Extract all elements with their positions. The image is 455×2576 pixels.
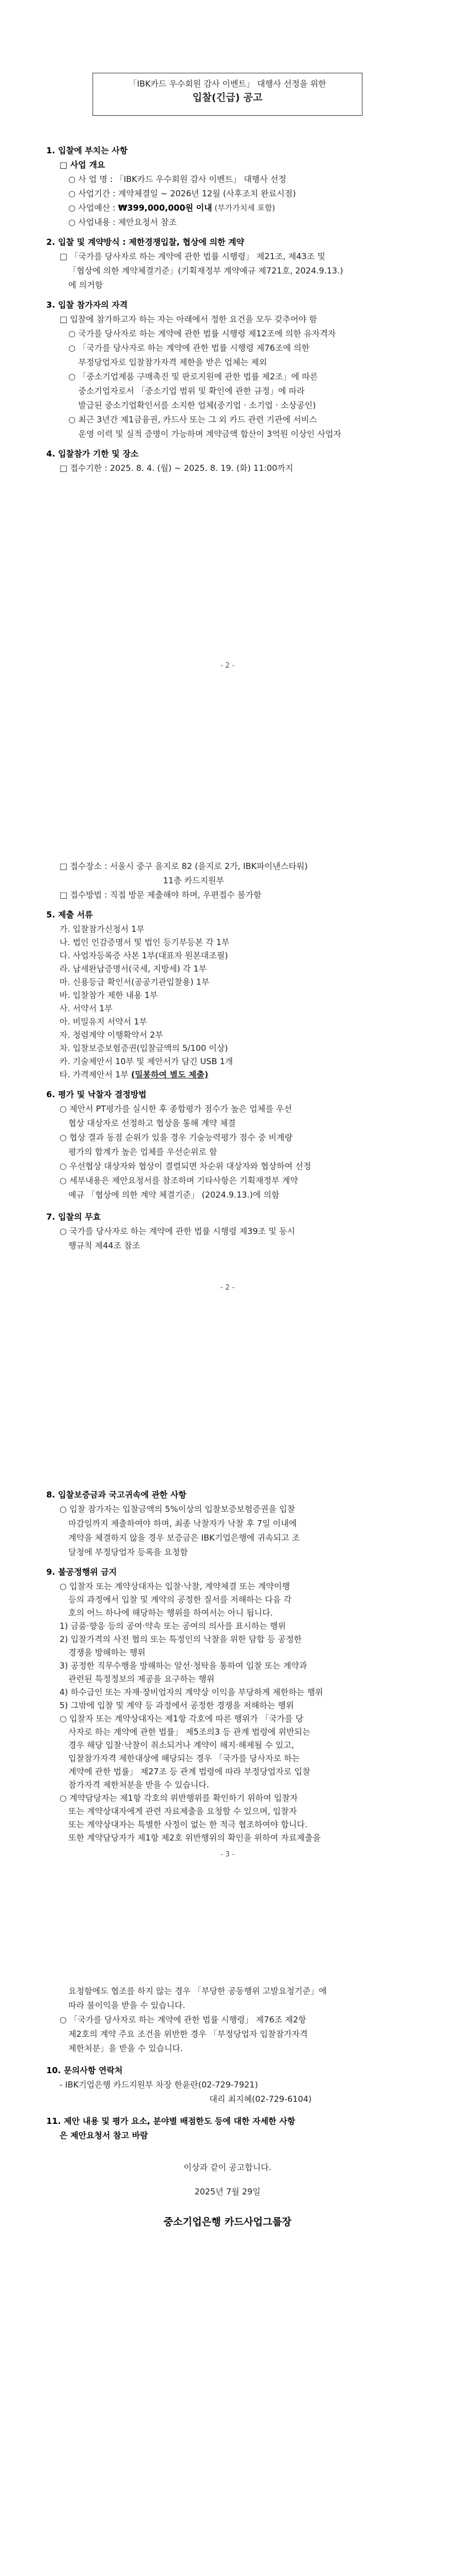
sec9-cont-line: 제2호의 계약 주요 조건을 위반한 경우 「부정당업자 입찰참가자격 bbox=[68, 2029, 308, 2039]
budget-amount: ₩399,000,000원 이내 bbox=[118, 203, 212, 213]
title-box bbox=[93, 73, 362, 116]
section-11-heading-1: 11. 제안 내용 및 평가 요소, 분야별 배점한도 등에 대한 자세한 사항 bbox=[46, 2116, 295, 2126]
section-1-item: ○ 사업예산 : ₩399,000,000원 이내 (부가가치세 포함) bbox=[68, 203, 275, 213]
section-1-item: ○ 사업기간 : 계약체결일 ~ 2026년 12월 (사후조치 완료시점) bbox=[68, 189, 296, 198]
sec9-line: 또는 계약상대자는 특별한 사정이 없는 한 적극 협조하여야 합니다. bbox=[68, 1820, 308, 1829]
place-line: 11층 카드지원부 bbox=[163, 876, 224, 886]
sec9-line: 입찰참가자격 제한대상에 해당되는 경우 「국가를 당사자로 하는 bbox=[68, 1753, 300, 1763]
sec9-line: 2) 입찰가격의 사전 협의 또는 특정인의 낙찰을 위한 담합 등 공정한 bbox=[59, 1634, 302, 1644]
doc-item: 자. 청렴계약 이행확약서 2부 bbox=[59, 1030, 164, 1040]
eval-line: 협상 대상자로 선정하고 협상을 통해 계약 체결 bbox=[68, 1118, 236, 1128]
eval-line: ○ 우선협상 대상자와 협상이 결렬되면 차순위 대상자와 협상하여 선정 bbox=[59, 1161, 311, 1171]
doc-item: 가. 입찰참가신청서 1부 bbox=[59, 924, 145, 934]
page-number: - 3 - bbox=[220, 1850, 235, 1859]
place-line: □ 접수장소 : 서울시 중구 을지로 82 (을지로 2가, IBK파이낸스타워) bbox=[59, 861, 308, 871]
section-3-line: ○ 「국가를 당사자로 하는 계약에 관한 법률 시행령 제76조에 의한 bbox=[68, 343, 310, 353]
section-5-heading: 5. 제출 서류 bbox=[46, 910, 93, 920]
sec8-line: 계약을 체결하지 않을 경우 보증금은 IBK기업은행에 귀속되고 조 bbox=[68, 1533, 300, 1543]
sec9-line: ○ 계약담당자는 제1항 각호의 위반행위를 확인하기 위하여 입찰자 bbox=[59, 1793, 298, 1803]
price-note: (밀봉하여 별도 제출) bbox=[131, 1070, 209, 1080]
sec9-line: 사자로 하는 계약에 관한 법률」 제5조의3 등 관계 법령에 위반되는 bbox=[68, 1727, 311, 1737]
doc-item: 사. 서약서 1부 bbox=[59, 1003, 113, 1013]
sec8-line: ○ 입찰 참가자는 입찰금액의 5%이상의 입찰보증보험증권을 입찰 bbox=[59, 1504, 295, 1514]
section-1-item: ○ 사 업 명 : 「IBK카드 우수회원 감사 이벤트」 대행사 선정 bbox=[68, 174, 286, 184]
doc-item: 아. 비밀유지 서약서 1부 bbox=[59, 1017, 148, 1027]
section-2-heading: 2. 입찰 및 계약방식 : 제한경쟁입찰, 협상에 의한 계약 bbox=[46, 237, 245, 247]
sec8-line: 달청에 부정당업자 등록을 요청함 bbox=[68, 1547, 188, 1557]
sec9-line: 경쟁을 방해하는 행위 bbox=[68, 1647, 145, 1657]
section-2-line: 「협상에 의한 계약체결기준」(기획재정부 계약예규 제721호, 2024.9.13.) bbox=[68, 266, 343, 276]
doc-item: 타. 가격제안서 1부 (밀봉하여 별도 제출) bbox=[59, 1070, 209, 1080]
sec9-line: 경우 해당 입찰·낙찰이 취소되거나 계약이 해지·해제될 수 있고, bbox=[68, 1740, 294, 1750]
sec9-line: 1) 금품·향응 등의 공여·약속 또는 공여의 의사를 표시하는 행위 bbox=[59, 1621, 286, 1631]
organization-name: 중소기업은행 카드사업그룹장 bbox=[163, 2217, 292, 2228]
doc-item: 마. 신용등급 확인서(공공기관입찰용) 1부 bbox=[59, 977, 210, 987]
eval-line: ○ 세부내용은 제안요청서를 참조하며 기타사항은 기획재정부 계약 bbox=[59, 1176, 298, 1185]
sec9-line: 5) 그밖에 입찰 및 계약 등 과정에서 공정한 경쟁을 저해하는 행위 bbox=[59, 1700, 294, 1710]
page-number: - 2 - bbox=[220, 1284, 235, 1292]
sec9-line: 또한 계약담당자가 제1항 제2호 위반행위의 확인을 위하여 자료제출을 bbox=[68, 1833, 321, 1843]
sec9-cont-line: 요청함에도 협조를 하지 않는 경우 「부당한 공동행위 고발요청기준」에 bbox=[68, 1986, 327, 1996]
sec9-line: 등의 과정에서 입찰 및 계약의 공정한 질서를 저해하는 다음 각 bbox=[68, 1595, 292, 1604]
section-8-heading: 8. 입찰보증금과 국고귀속에 관한 사항 bbox=[46, 1490, 187, 1500]
place-line: □ 접수방법 : 직접 방문 제출해야 하며, 우편접수 불가함 bbox=[59, 890, 262, 900]
announce-date: 2025년 7월 29일 bbox=[194, 2187, 261, 2197]
section-1-item: ○ 사업내용 : 제안요청서 참조 bbox=[68, 217, 177, 227]
section-9-heading: 9. 불공정행위 금지 bbox=[46, 1567, 117, 1577]
sec9-line: 계약에 관한 법률」 제27조 등 관계 법령에 따라 부정당업자로 입찰 bbox=[68, 1767, 311, 1777]
budget-note: (부가가치세 포함) bbox=[212, 204, 275, 213]
doc-item: 라. 납세완납증명서(국세, 지방세) 각 1부 bbox=[59, 964, 207, 974]
doc-item: 나. 법인 인감증명서 및 법인 등기부등본 각 1부 bbox=[59, 937, 230, 947]
sec9-line: ○ 입찰자 또는 계약상대자는 제1항 각호에 따른 행위가 「국가를 당 bbox=[59, 1714, 304, 1724]
page-1 bbox=[0, 0, 455, 684]
sec9-line: 또는 계약상대자에게 관련 자료제출을 요청할 수 있으며, 입찰자 bbox=[68, 1806, 297, 1816]
sec9-cont-line: 제한처분」을 받을 수 있습니다. bbox=[68, 2043, 183, 2053]
eval-line: ○ 제안서 PT평가를 실시한 후 종합평가 점수가 높은 업체를 우선 bbox=[59, 1104, 292, 1114]
section-3-line: 발급된 중소기업확인서를 소지한 업체(중기업 · 소기업 · 소상공인) bbox=[78, 400, 316, 410]
section-3-line: □ 입찰에 참가하고자 하는 자는 아래에서 정한 요건을 모두 갖추어야 함 bbox=[59, 314, 317, 324]
section-2-line: □ 「국가를 당사자로 하는 계약에 관한 법률 시행령」 제21조, 제43조 및 bbox=[59, 251, 326, 261]
section-11-heading-2: 은 제안요청서 참고 바람 bbox=[59, 2130, 148, 2140]
section-1-heading: 1. 입찰에 부치는 사항 bbox=[46, 146, 128, 155]
sec8-line: 마감일까지 제출하여야 하며, 최종 낙찰자가 낙찰 후 7일 이내에 bbox=[68, 1518, 297, 1528]
doc-item: 바. 입찰참가 제한 내용 1부 bbox=[59, 990, 158, 1000]
section-7-heading: 7. 입찰의 무효 bbox=[46, 1212, 101, 1222]
closing-text: 이상과 같이 공고합니다. bbox=[183, 2162, 272, 2172]
page-2 bbox=[0, 860, 455, 1467]
sec9-cont-line: 따라 불이익을 받을 수 있습니다. bbox=[68, 2000, 186, 2010]
sec9-line: 관련된 특정정보의 제공을 요구하는 행위 bbox=[68, 1674, 215, 1684]
sec9-line: 3) 공정한 직무수행을 방해하는 알선·청탁을 통하여 입찰 또는 계약과 bbox=[59, 1661, 307, 1671]
doc-item: 차. 입찰보증보험증권(입찰금액의 5/100 이상) bbox=[59, 1043, 228, 1053]
doc-item: 다. 사업자등록증 사본 1부(대표자 원본대조필) bbox=[59, 951, 228, 960]
section-2-line: 에 의거함 bbox=[68, 280, 103, 290]
title-line-2: 입찰(긴급) 공고 bbox=[192, 92, 263, 104]
invalid-line: 행규칙 제44조 참조 bbox=[68, 1241, 140, 1251]
sec9-line: 4) 하수급인 또는 자재·장비업자의 계약상 이익을 부당하게 제한하는 행위 bbox=[59, 1687, 323, 1697]
page-3 bbox=[0, 1489, 455, 2150]
eval-line: 평가의 합계가 높은 업체를 우선순위로 함 bbox=[68, 1147, 218, 1157]
contact-line: 대리 최지혜(02-729-6104) bbox=[209, 2094, 312, 2104]
section-3-line: ○ 「중소기업제품 구매촉진 및 판로지원에 관한 법률 제2조」에 따른 bbox=[68, 372, 318, 382]
sec9-cont-line: ○ 「국가를 당사자로 하는 계약에 관한 법률 시행령」 제76조 제2항 bbox=[59, 2015, 306, 2025]
section-10-heading: 10. 문의사항 연락처 bbox=[46, 2065, 123, 2075]
section-3-heading: 3. 입찰 참가자의 자격 bbox=[46, 300, 128, 310]
sec9-line: 호의 어느 하나에 해당하는 행위를 하여서는 아니 됩니다. bbox=[68, 1608, 273, 1618]
section-6-heading: 6. 평가 및 낙찰자 결정방법 bbox=[46, 1090, 147, 1099]
section-1-sub: □ 사업 개요 bbox=[59, 160, 105, 170]
section-3-line: 부정당업자로 입찰참가자격 제한을 받은 업체는 제외 bbox=[78, 357, 267, 367]
section-3-line: 운영 이력 및 실적 증명이 가능하며 계약금액 합산이 3억원 이상인 사업자 bbox=[78, 429, 342, 439]
eval-line: 예규 「협상에 의한 계약 체결기준」 (2024.9.13.)에 의함 bbox=[68, 1190, 280, 1200]
section-3-line: ○ 국가를 당사자로 하는 계약에 관한 법률 시행령 제12조에 의한 유자격자 bbox=[68, 329, 336, 339]
doc-item: 카. 기술제안서 10부 및 제안서가 담긴 USB 1개 bbox=[59, 1056, 233, 1066]
contact-line: - IBK기업은행 카드지원부 차장 한윤란(02-729-7921) bbox=[59, 2080, 258, 2090]
sec9-line: ○ 입찰자 또는 계약상대자는 입찰·낙찰, 계약체결 또는 계약이행 bbox=[59, 1581, 290, 1591]
page-number: - 2 - bbox=[220, 662, 235, 670]
section-4-line: □ 접수기한 : 2025. 8. 4. (월) ~ 2025. 8. 19. (화) 11:00까지 bbox=[59, 463, 294, 473]
sec9-line: 참가자격 제한처분을 받을 수 있습니다. bbox=[68, 1780, 209, 1790]
section-4-heading: 4. 입찰참가 기한 및 장소 bbox=[46, 449, 139, 459]
eval-line: ○ 협상 결과 동점 순위가 있을 경우 기술능력평가 점수 중 비계량 bbox=[59, 1133, 293, 1142]
section-3-line: 중소기업자로서 「중소기업 범위 및 확인에 관한 규정」에 따라 bbox=[78, 386, 305, 396]
section-3-line: ○ 최근 3년간 제1금융권, 카드사 또는 그 외 카드 관련 기관에 서비스 bbox=[68, 415, 317, 425]
invalid-line: ○ 국가를 당사자로 하는 계약에 관한 법률 시행령 제39조 및 동시 bbox=[59, 1226, 295, 1236]
title-line-1: 「IBK카드 우수회원 감사 이벤트」 대행사 선정을 위한 bbox=[128, 79, 327, 89]
